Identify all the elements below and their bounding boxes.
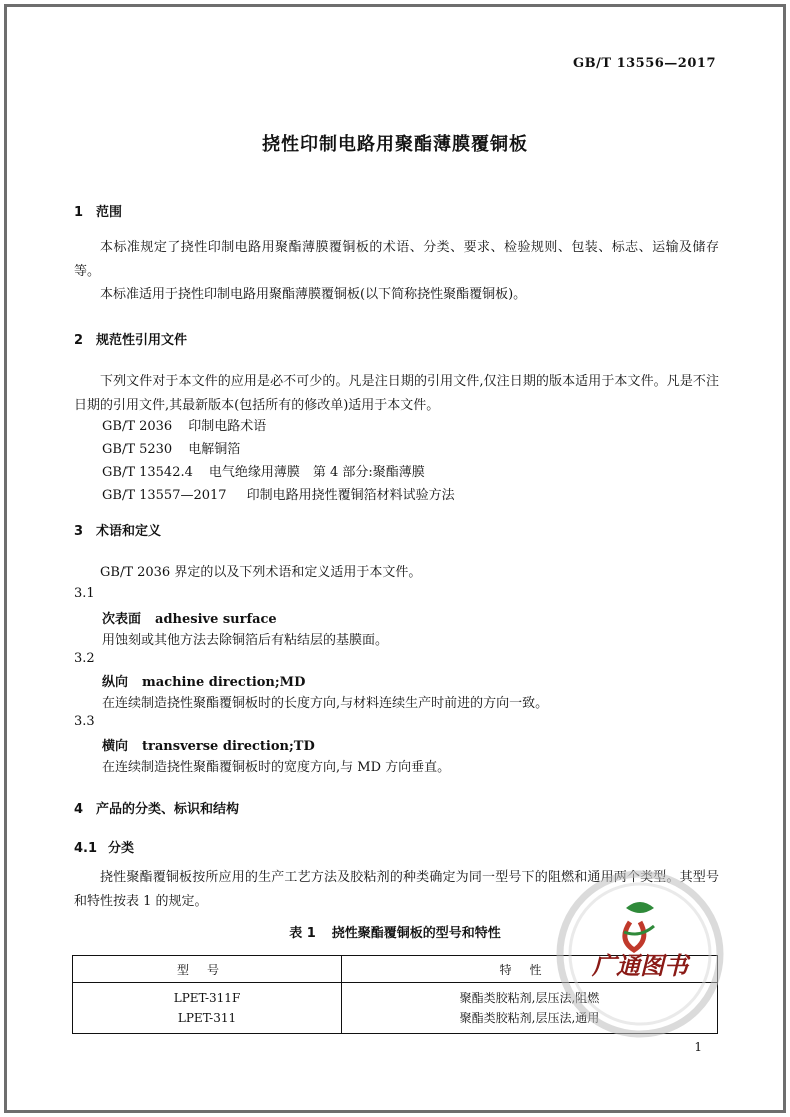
table-caption-number: 表 1 [289,926,316,941]
table-cell-models [73,983,342,1034]
term-definition: 用蚀刻或其他方法去除铜箔后有粘结层的基膜面。 [102,633,389,648]
section-2-heading [74,329,187,348]
section-1-heading [74,201,122,220]
reference-item [102,415,266,434]
reference-title: 印制电路用挠性覆铜箔材料试验方法 [246,488,455,503]
section-title: 规范性引用文件 [96,333,188,348]
table-header-property: 特性 [342,956,718,983]
reference-code: GB/T 13542.4 [102,465,193,480]
reference-item [102,438,240,457]
document-title: 挠性印制电路用聚酯薄膜覆铜板 [262,134,528,155]
table-caption-title: 挠性聚酯覆铜板的型号和特性 [331,926,501,941]
table-header-model: 型号 [73,956,342,983]
term-number: 3.2 [74,651,95,666]
term-zh: 次表面 [102,612,142,627]
watermark-stamp-icon [548,862,728,1052]
section-title: 范围 [96,205,123,220]
section-number: 2 [74,333,84,348]
term-en: transverse direction;TD [142,739,315,754]
term-number: 3.3 [74,714,95,729]
page-number: 1 [694,1040,702,1054]
section-number: 1 [74,205,84,220]
section-1-paragraph-2: 本标准适用于挠性印制电路用聚酯薄膜覆铜板(以下简称挠性聚酯覆铜板)。 [100,287,527,302]
model-value: LPET-311F [173,991,241,1005]
reference-item [102,461,425,480]
property-value: 聚酯类胶粘剂,层压法,阻燃 [459,991,600,1005]
term-heading [102,671,305,690]
reference-item [102,484,455,503]
standard-code: GB/T 13556—2017 [573,56,716,71]
section-3-heading [74,520,161,539]
term-heading [102,608,277,627]
term-heading [102,735,315,754]
reference-title: 电解铜箔 [188,442,241,457]
section-1-paragraph-1: 本标准规定了挠性印制电路用聚酯薄膜覆铜板的术语、分类、要求、检验规则、包装、标志、运输及储存等。 [74,240,719,279]
term-definition: 在连续制造挠性聚酯覆铜板时的宽度方向,与 MD 方向垂直。 [102,760,451,775]
section-title: 产品的分类、标识和结构 [96,802,240,817]
term-en: adhesive surface [155,612,277,627]
term-definition: 在连续制造挠性聚酯覆铜板时的长度方向,与材料连续生产时前进的方向一致。 [102,696,549,711]
reference-code: GB/T 13557—2017 [102,488,227,503]
term-en: machine direction;MD [142,675,306,690]
section-4-1-paragraph-1: 挠性聚酯覆铜板按所应用的生产工艺方法及胶粘剂的种类确定为同一型号下的阻燃和通用两个类型。其型号和特性按表 1 的规定。 [74,870,719,909]
section-4-heading [74,798,239,817]
reference-code: GB/T 2036 [102,419,173,434]
reference-title: 电气绝缘用薄膜 第 4 部分:聚酯薄膜 [208,465,425,480]
section-title: 分类 [108,841,135,856]
model-value: LPET-311 [177,1011,237,1025]
reference-title: 印制电路术语 [188,419,267,434]
section-title: 术语和定义 [96,524,162,539]
term-number: 3.1 [74,586,95,601]
section-number: 3 [74,524,84,539]
term-zh: 纵向 [102,675,129,690]
section-2-paragraph-1: 下列文件对于本文件的应用是必不可少的。凡是注日期的引用文件,仅注日期的版本适用于本文件。凡是不注日期的引用文件,其最新版本(包括所有的修改单)适用于本文件。 [74,374,719,413]
property-value: 聚酯类胶粘剂,层压法,通用 [459,1011,600,1025]
stamp-text: 广通图书 [592,951,688,980]
section-3-paragraph-1: GB/T 2036 界定的以及下列术语和定义适用于本文件。 [100,565,422,580]
section-number: 4 [74,802,84,817]
section-4-1-heading [74,837,134,856]
section-number: 4.1 [74,841,98,856]
term-zh: 横向 [102,739,129,754]
reference-code: GB/T 5230 [102,442,173,457]
